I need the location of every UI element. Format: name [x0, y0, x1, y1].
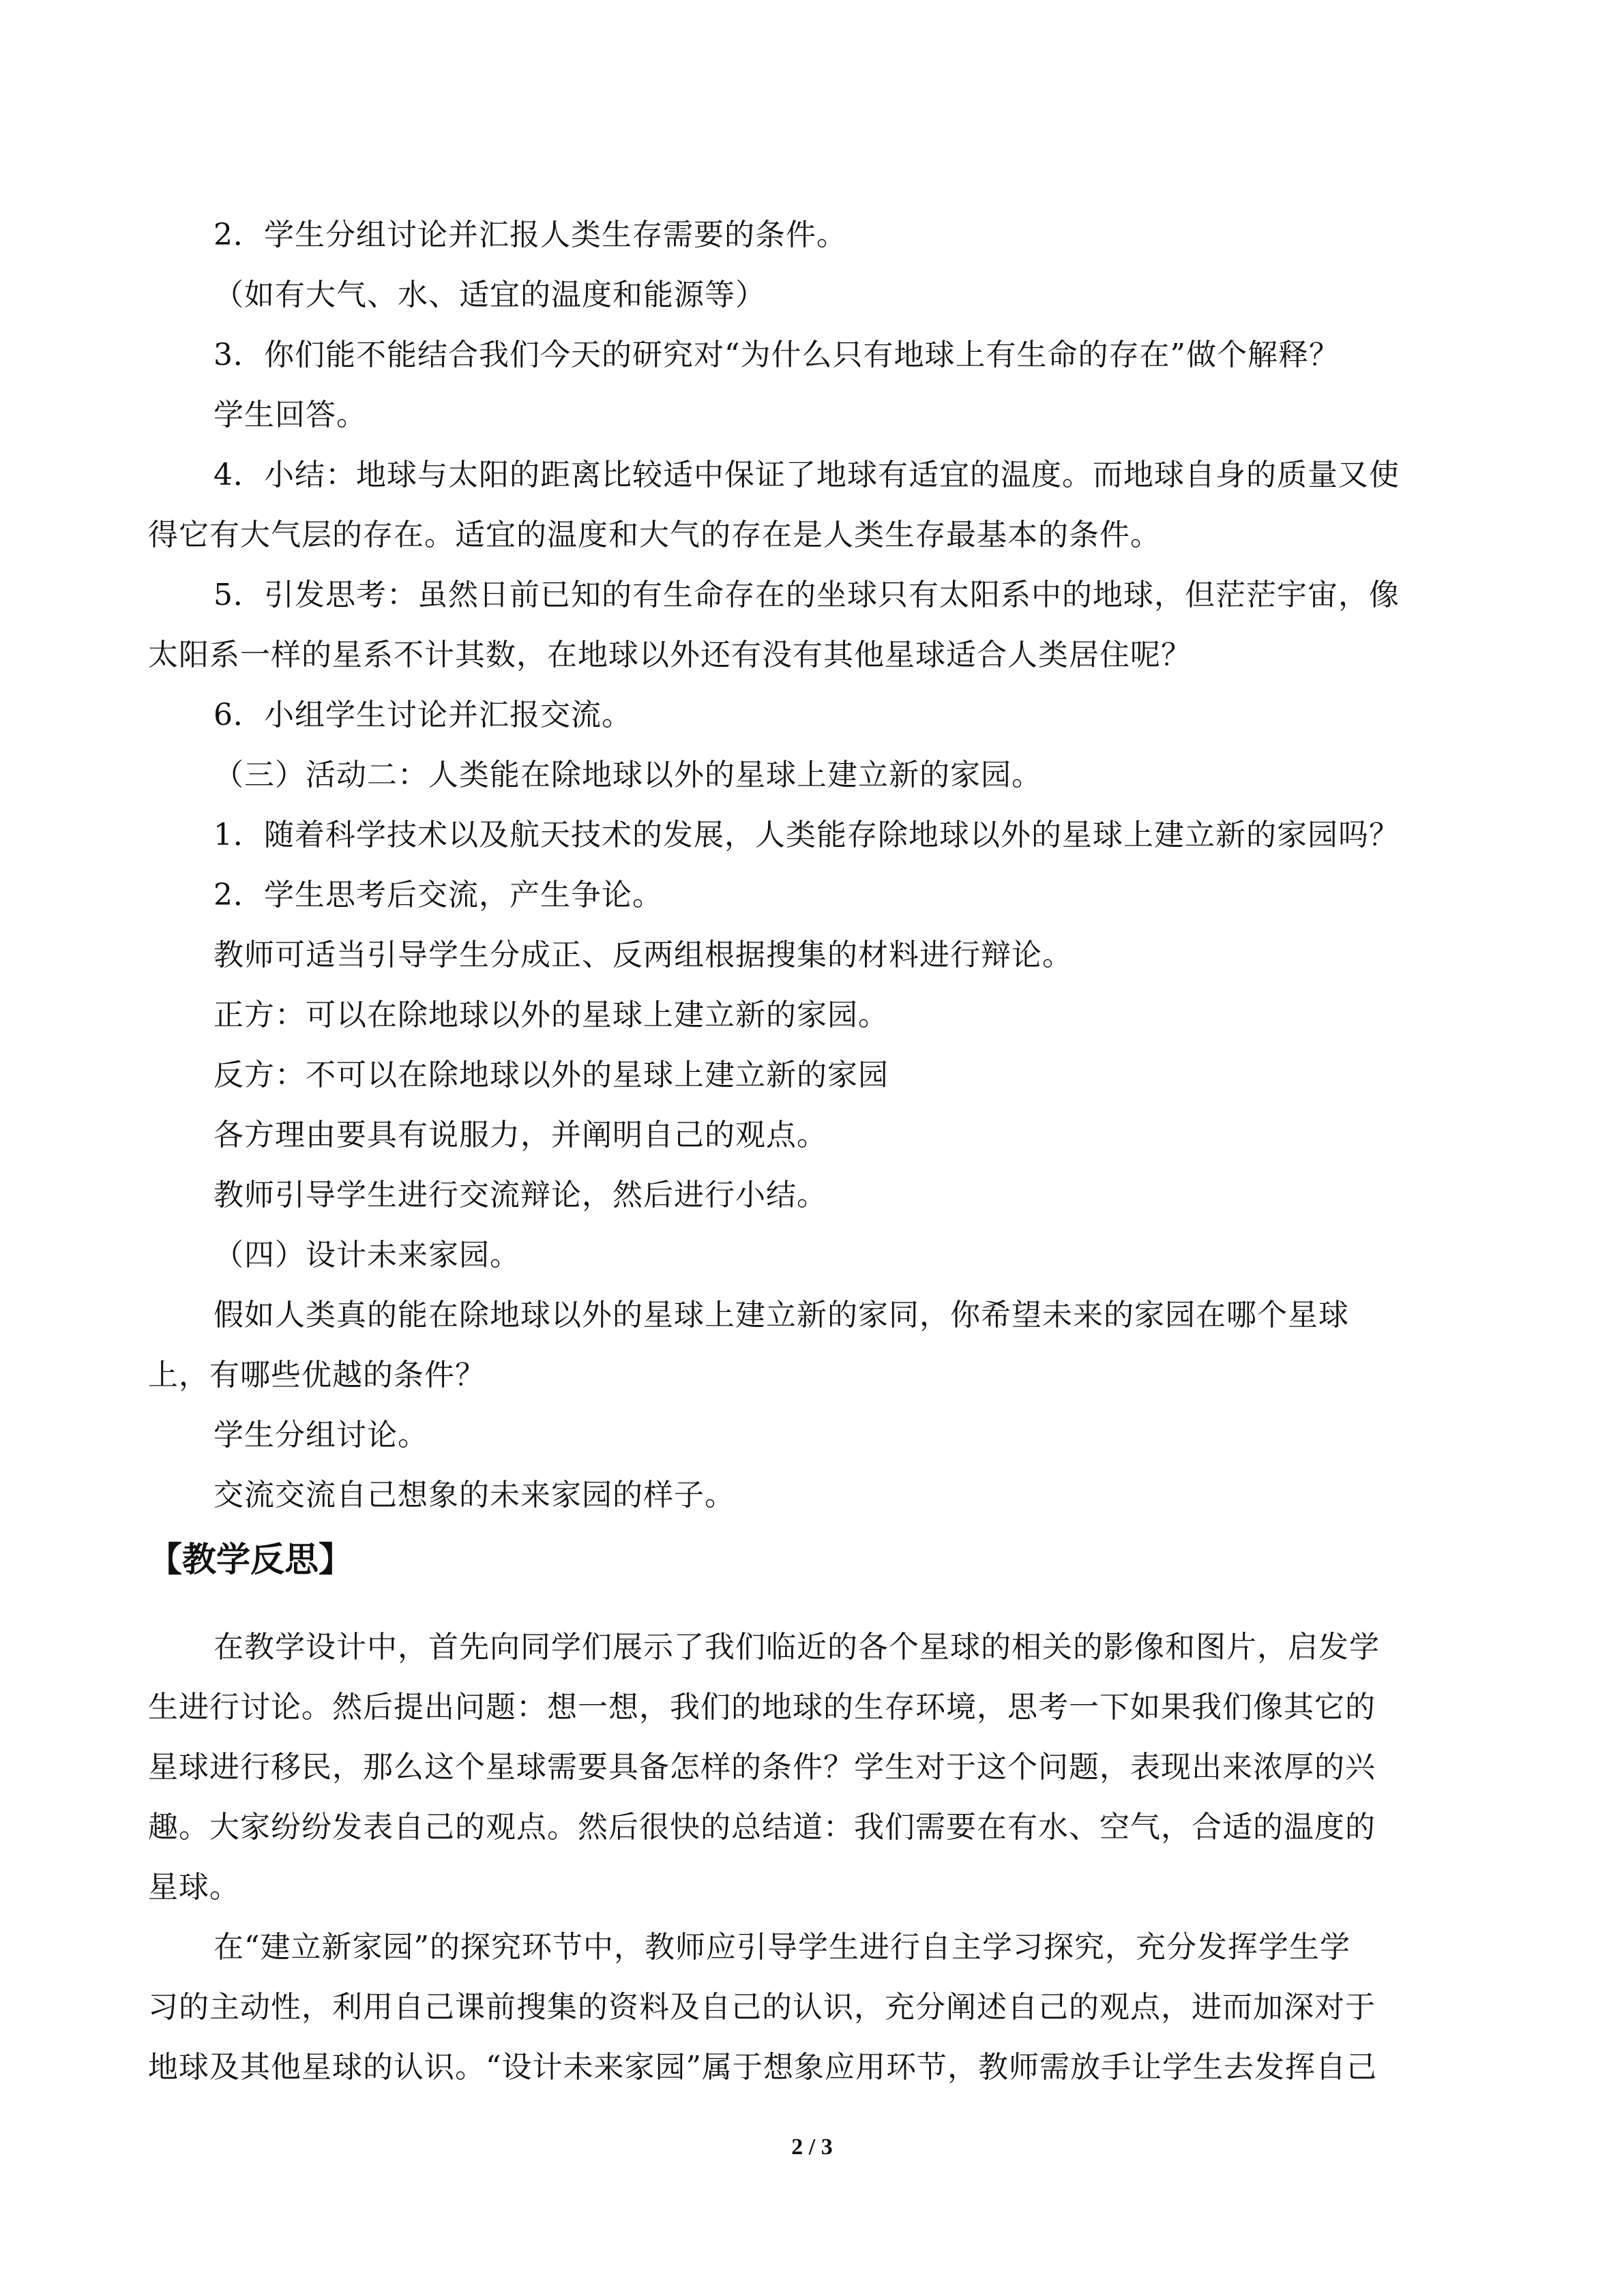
body-line: 反方：不可以在除地球以外的星球上建立新的家园 [213, 1058, 889, 1092]
body-line: 在“建立新家园”的探究环节中，教师应引导学生进行自主学习探究，充分发挥学生学 [213, 1930, 1350, 1965]
body-line: 交流交流自己想象的未来家园的样子。 [213, 1478, 735, 1512]
body-line: 地球及其他星球的认识。“设计未来家园”属于想象应用环节，教师需放手让学生去发挥自己 [148, 2050, 1377, 2085]
body-line: 学生回答。 [213, 398, 367, 432]
section-heading: 【教学反思】 [148, 1540, 353, 1579]
body-line: 教师可适当引导学生分成正、反两组根据搜集的材料进行辩论。 [213, 938, 1073, 972]
body-line: （三）活动二：人类能在除地球以外的星球上建立新的家园。 [213, 758, 1042, 792]
body-line: 2．学生分组讨论并汇报人类生存需要的条件。 [213, 218, 847, 252]
body-line: 在教学设计中，首先向同学们展示了我们临近的各个星球的相关的影像和图片，启发学 [213, 1630, 1380, 1665]
body-line: 6．小组学生讨论并汇报交流。 [213, 698, 632, 732]
body-line: 太阳系一样的星系不计其数，在地球以外还有没有其他星球适合人类居住呢？ [148, 638, 1192, 672]
body-line: 正方：可以在除地球以外的星球上建立新的家园。 [213, 998, 889, 1032]
body-line: 4．小结：地球与太阳的距离比较适中保证了地球有适宜的温度。而地球自身的质量又使 [213, 458, 1400, 492]
body-line: 3．你们能不能结合我们今天的研究对“为什么只有地球上有生命的存在”做个解释？ [213, 338, 1340, 372]
body-line: 教师引导学生进行交流辩论，然后进行小结。 [213, 1178, 827, 1212]
body-line: 1．随着科学技术以及航天技术的发展，人类能存除地球以外的星球上建立新的家园吗？ [213, 818, 1400, 852]
body-line: 得它有大气层的存在。适宜的温度和大气的存在是人类生存最基本的条件。 [148, 518, 1161, 552]
body-line: 上，有哪些优越的条件？ [148, 1358, 486, 1392]
body-line: 星球。 [148, 1870, 240, 1905]
body-line: 星球进行移民，那么这个星球需要具备怎样的条件？学生对于这个问题，表现出来浓厚的兴 [148, 1750, 1376, 1785]
body-line: 各方理由要具有说服力，并阐明自己的观点。 [213, 1118, 827, 1152]
body-line: （四）设计未来家园。 [213, 1238, 520, 1272]
body-line: 生进行讨论。然后提出问题：想一想，我们的地球的生存环境，思考一下如果我们像其它的 [148, 1690, 1376, 1725]
page-number: 2 / 3 [791, 2134, 833, 2160]
body-line: 假如人类真的能在除地球以外的星球上建立新的家同，你希望未来的家园在哪个星球 [213, 1298, 1349, 1332]
body-line: 5．引发思考：虽然日前已知的有生命存在的坐球只有太阳系中的地球，但茫茫宇宙，像 [213, 578, 1400, 612]
body-line: 2．学生思考后交流，产生争论。 [213, 878, 663, 912]
body-line: 习的主动性，利用自己课前搜集的资料及自己的认识，充分阐述自己的观点，进而加深对于 [148, 1990, 1376, 2025]
body-line: （如有大气、水、适宜的温度和能源等） [213, 278, 766, 312]
body-line: 趣。大家纷纷发表自己的观点。然后很快的总结道：我们需要在有水、空气，合适的温度的 [148, 1810, 1376, 1845]
body-line: 学生分组讨论。 [213, 1418, 428, 1452]
